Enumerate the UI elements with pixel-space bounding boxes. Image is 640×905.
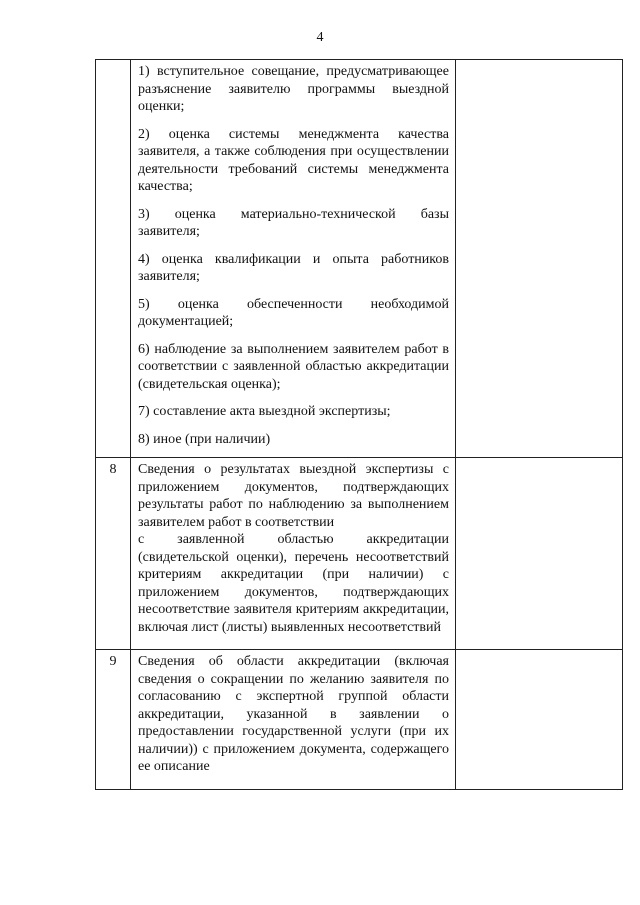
row-empty-cell [456,60,623,458]
row-number-cell: 9 [96,650,131,790]
requirements-table [95,59,623,790]
list-item: 6) наблюдение за выполнением заявителем работ в соответствии с заявленной областью аккредитации (свидетельская оценка); [138,341,449,392]
page-number: 4 [316,30,324,45]
row-text-part: Сведения о результатах выездной экспертизы с приложением документов, подтверждающих результаты работ по наблюдению за выполнением заявителем работ в соответствии [138,462,449,530]
row-number-cell [96,60,131,458]
row-text: Сведения об области аккредитации (включая сведения о сокращении по желанию заявителя по согласованию с экспертной группой области аккредитации, указанной в заявлении о предоставлении государственной услуги (при их наличии)) с приложением документа, содержащего ее описание [138,654,449,774]
table-row [96,458,623,650]
row-number-cell: 8 [96,458,131,650]
row-text-part: с заявленной областью аккредитации (свидетельской оценки), перечень несоответствий критериям аккредитации (при наличии) с приложением документов, подтверждающих несоответствие заявителя критериям аккредитации, включая лист (листы) выявленных несоответствий [138,532,449,635]
list-item: 2) оценка системы менеджмента качества заявителя, а также соблюдения при осуществлении деятельности требований системы менеджмента качества; [138,126,449,194]
list-item: 4) оценка квалификации и опыта работников заявителя; [138,251,449,284]
list-item: 3) оценка материально-технической базы заявителя; [138,206,449,239]
list-item: 7) составление акта выездной экспертизы; [138,404,391,419]
table-row [96,650,623,790]
row-text-cell [131,650,456,790]
list-item: 1) вступительное совещание, предусматривающее разъяснение заявителю программы выездной оценки; [138,64,449,114]
row-text-cell [131,458,456,650]
row-empty-cell [456,650,623,790]
list-item: 8) иное (при наличии) [138,431,271,447]
table-row-continued [96,60,623,458]
row-text-cell [131,60,456,458]
row-empty-cell [456,458,623,650]
list-item: 5) оценка обеспеченности необходимой документацией; [138,296,449,329]
